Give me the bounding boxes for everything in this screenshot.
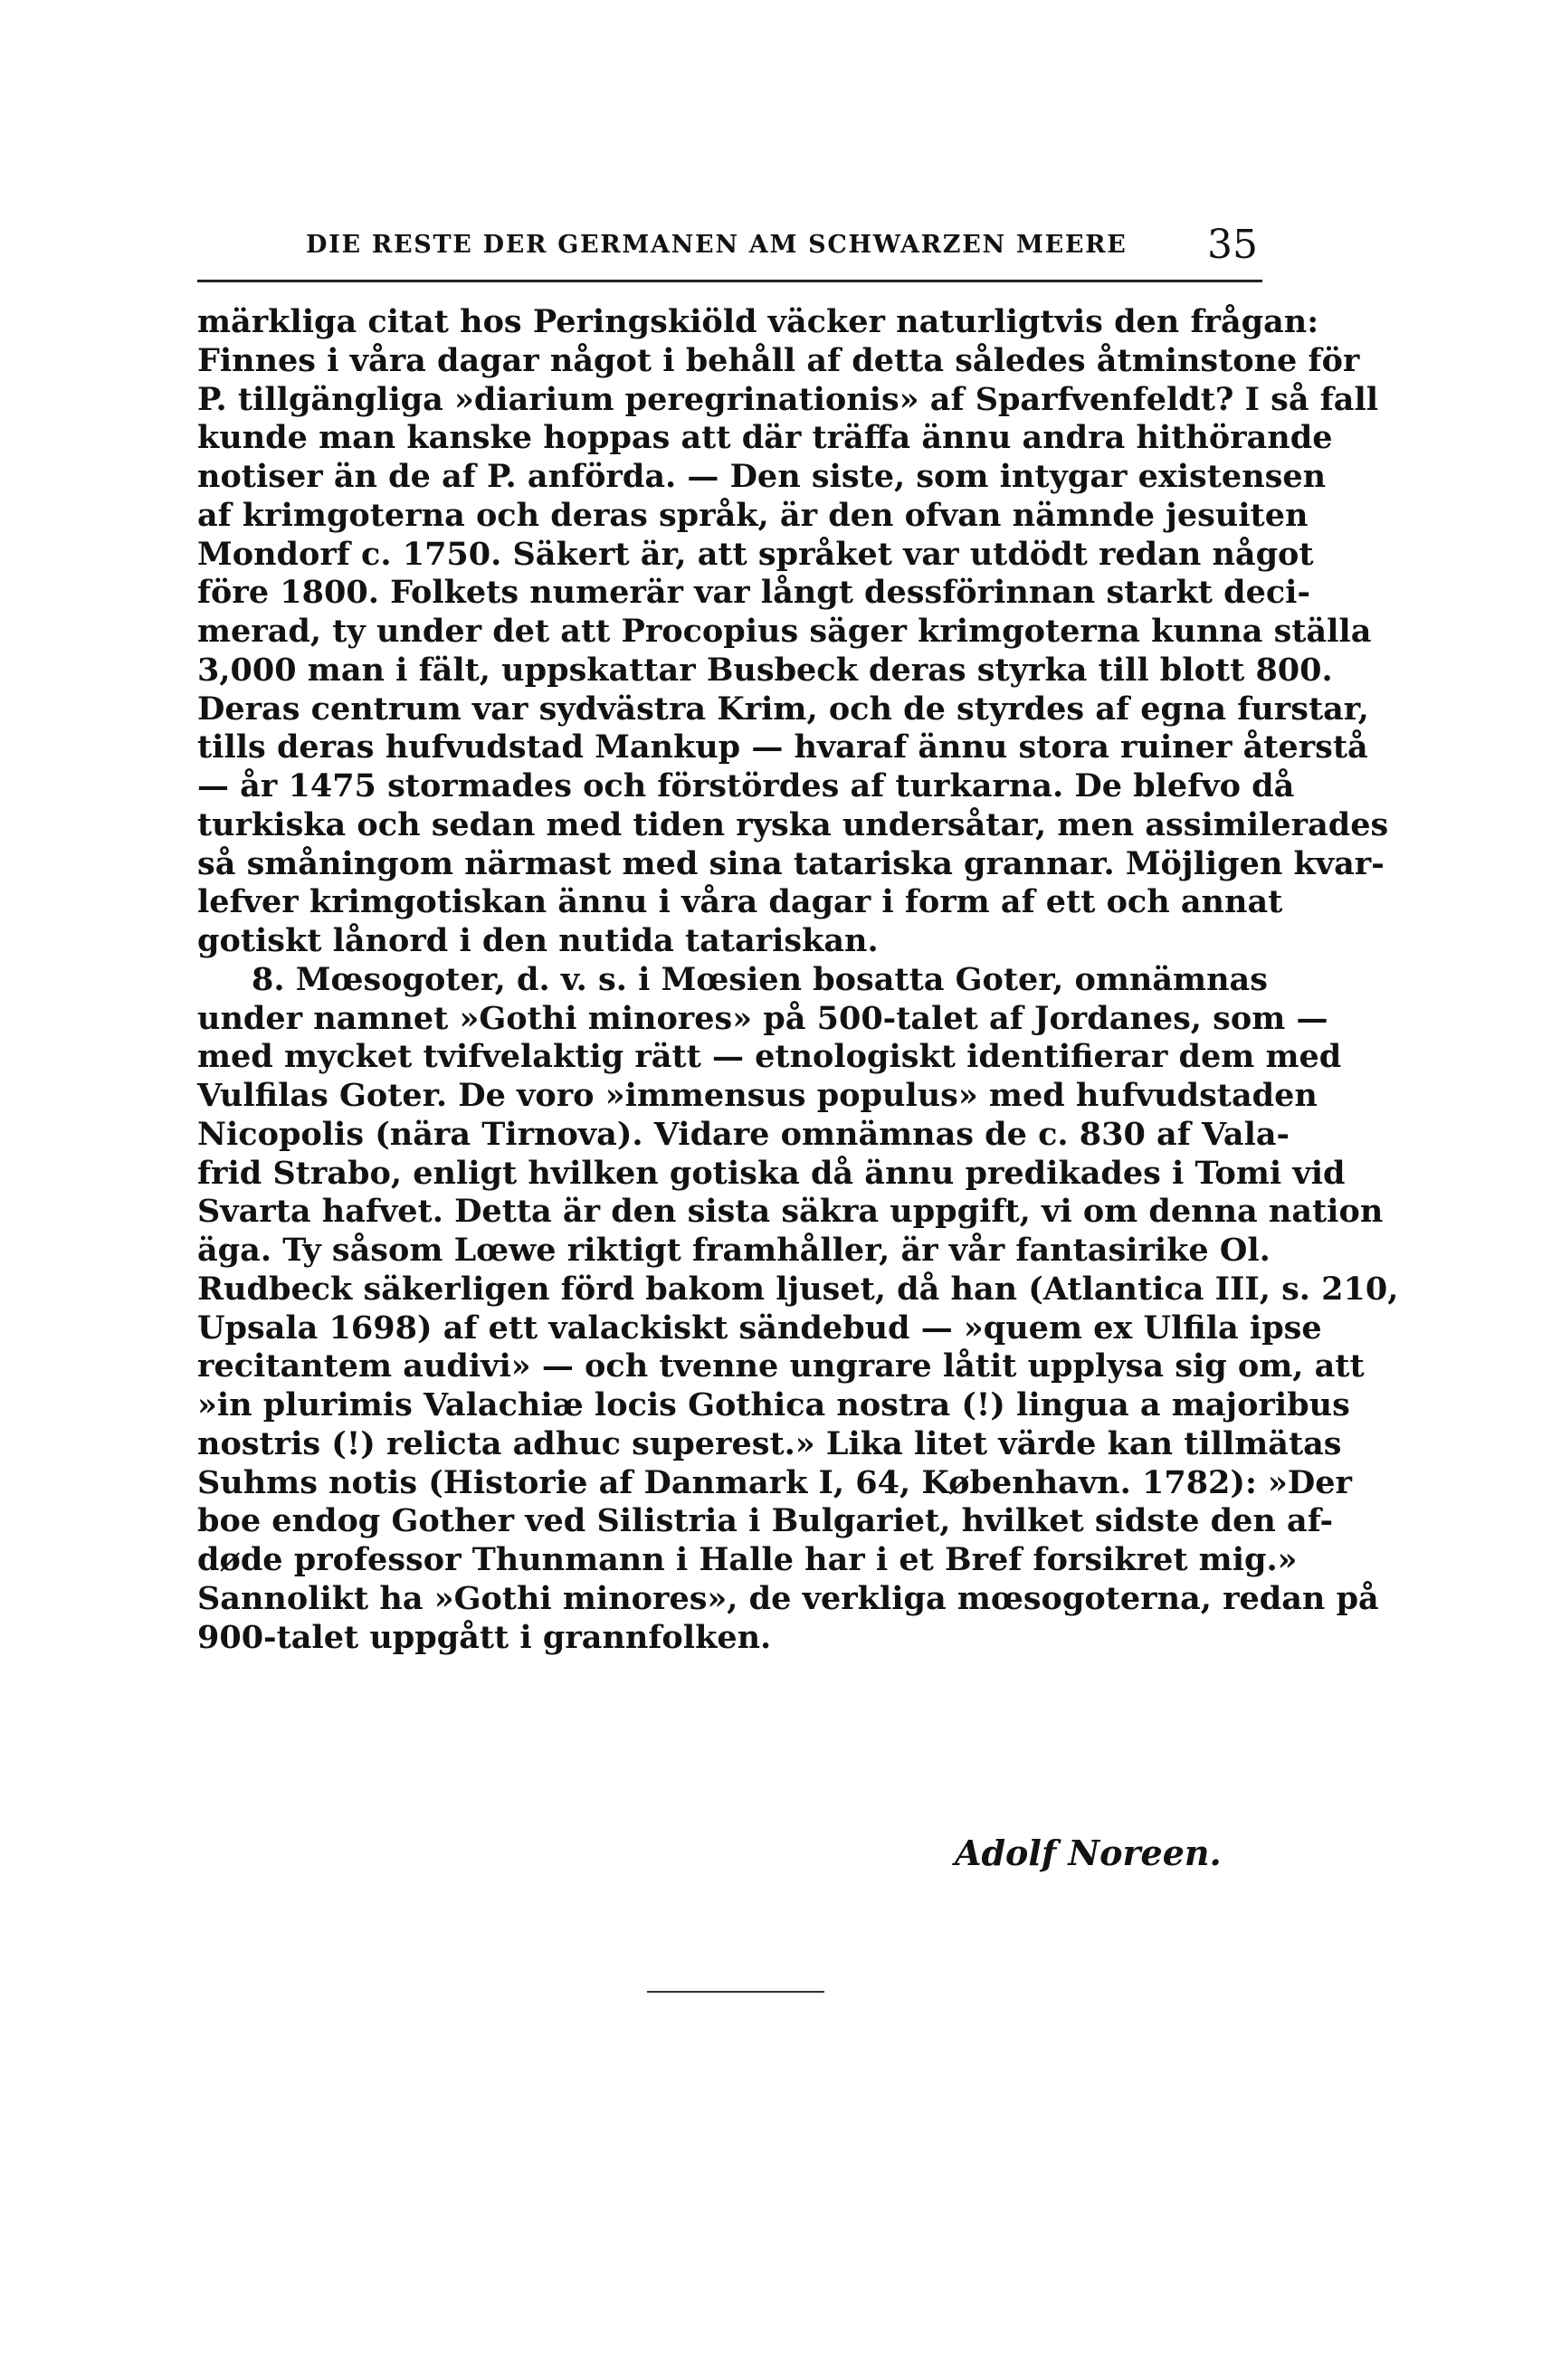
text-line: Deras centrum var sydvästra Krim, och de styrdes af egna furstar, <box>197 690 1369 728</box>
text-line: Vulfilas Goter. De voro »immensus populus» med hufvudstaden <box>197 1077 1318 1114</box>
text-line: gotiskt lånord i den nutida tatariskan. <box>197 922 879 959</box>
text-line: — år 1475 stormades och förstördes af turkarna. De blefvo då <box>197 767 1295 804</box>
text-line: under namnet »Gothi minores» på 500-talet af Jordanes, som — <box>197 999 1328 1037</box>
text-line: märkliga citat hos Peringskiöld väcker naturligtvis den frågan: <box>197 303 1319 340</box>
text-line: 3,000 man i fält, uppskattar Busbeck deras styrka till blott 800. <box>197 651 1333 689</box>
text-line: Svarta hafvet. Detta är den sista säkra uppgift, vi om denna nation <box>197 1193 1384 1231</box>
text-line: kunde man kanske hoppas att där träffa ännu andra hithörande <box>197 419 1333 457</box>
text-line: Upsala 1698) af ett valackiskt sändebud — »quem ex Ulfila ipse <box>197 1309 1322 1347</box>
text-line: Mondorf c. 1750. Säkert är, att språket var utdödt redan något <box>197 535 1314 573</box>
text-line: boe endog Gother ved Silistria i Bulgariet, hvilket sidste den af- <box>197 1502 1334 1540</box>
text-line: nostris (!) relicta adhuc superest.» Lika litet värde kan tillmätas <box>197 1424 1342 1462</box>
text-line: så småningom närmast med sina tatariska grannar. Möjligen kvar- <box>197 844 1385 882</box>
header-rule <box>197 280 1262 282</box>
text-line: P. tillgängliga »diarium peregrinationis» af Sparfvenfeldt? I så fall <box>197 380 1379 418</box>
text-line: notiser än de af P. anförda. — Den siste, som intygar existensen <box>197 458 1327 495</box>
text-line: Nicopolis (nära Tirnova). Vidare omnämnas de c. 830 af Vala- <box>197 1115 1290 1153</box>
text-line: recitantem audivi» — och tvenne ungrare låtit upplysa sig om, att <box>197 1347 1365 1385</box>
text-line: äga. Ty såsom Lœwe riktigt framhåller, är vår fantasirike Ol. <box>197 1232 1271 1269</box>
text-line: 900-talet uppgått i grannfolken. <box>197 1618 772 1656</box>
text-line: Suhms notis (Historie af Danmark I, 64, København. 1782): »Der <box>197 1463 1352 1501</box>
body-text <box>197 303 1399 1657</box>
text-line: Finnes i våra dagar något i behåll af detta således åtminstone för <box>197 341 1360 379</box>
text-line: lefver krimgotiskan ännu i våra dagar i form af ett och annat <box>197 883 1283 921</box>
author-signature: Adolf Noreen. <box>955 1833 1222 1873</box>
text-line: »in plurimis Valachiæ locis Gothica nostra (!) lingua a majoribus <box>197 1386 1350 1423</box>
text-line: merad, ty under det att Procopius säger krimgoterna kunna ställa <box>197 613 1372 650</box>
text-line: Sannolikt ha »Gothi minores», de verkliga mœsogoterna, redan på <box>197 1579 1379 1617</box>
text-line: af krimgoterna och deras språk, är den ofvan nämnde jesuiten <box>197 496 1309 534</box>
running-header <box>197 222 1265 280</box>
text-line: turkiska och sedan med tiden ryska undersåtar, men assimilerades <box>197 805 1389 843</box>
text-line: med mycket tvifvelaktig rätt — etnologiskt identifierar dem med <box>197 1038 1342 1076</box>
page-number: 35 <box>1207 222 1258 268</box>
text-line: tills deras hufvudstad Mankup — hvaraf ännu stora ruiner återstå <box>197 728 1368 766</box>
text-line: døde professor Thunmann i Halle har i et Bref forsikret mig.» <box>197 1541 1298 1578</box>
end-rule <box>647 1991 824 1993</box>
running-title: DIE RESTE DER GERMANEN AM SCHWARZEN MEERE <box>306 231 1128 259</box>
text-line: Rudbeck säkerligen förd bakom ljuset, då han (Atlantica III, s. 210, <box>197 1270 1399 1308</box>
text-line: före 1800. Folkets numerär var långt dessförinnan starkt deci- <box>197 574 1311 612</box>
text-line: 8. Mœsogoter, d. v. s. i Mœsien bosatta Goter, omnämnas <box>252 960 1268 998</box>
text-line: frid Strabo, enligt hvilken gotiska då ännu predikades i Tomi vid <box>197 1154 1346 1192</box>
